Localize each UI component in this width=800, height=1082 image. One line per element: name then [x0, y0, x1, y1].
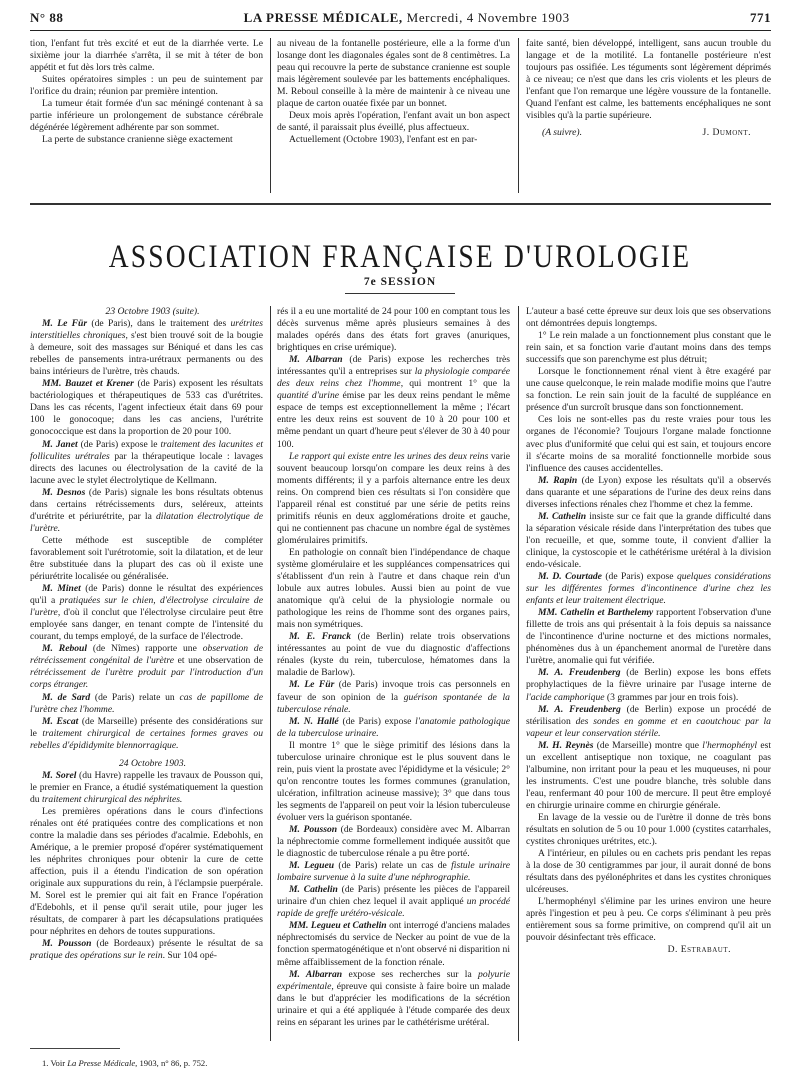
paragraph: [526, 667, 771, 703]
text: et une observation de: [174, 655, 263, 667]
speaker: M. H. Reynès: [538, 739, 594, 751]
top-column-2: [277, 38, 510, 146]
text: (de Nîmes) rapporte une: [87, 643, 203, 655]
text: (de Bordeaux) considère avec M. Albarran la néphrectomie comme formellement indiquée aussitôt que le diagnostic de tuberculose rénale a pu être porté.: [277, 824, 510, 860]
speaker: M. Le Für: [289, 679, 335, 691]
paragraph: Deux mois après l'opération, l'enfant avait un bon aspect de santé, il paraissait plus éveillé, plus affectueux.: [277, 110, 510, 134]
speaker: M. Minet: [42, 583, 81, 595]
section-separator: [30, 203, 771, 205]
column-divider: [270, 306, 271, 1041]
section-title: ASSOCIATION FRANÇAISE D'UROLOGIE: [108, 236, 692, 274]
speaker: M. Le Für: [42, 318, 88, 330]
article-end: [526, 127, 771, 139]
footnote-rule: [30, 1048, 120, 1049]
text: (de Berlin) relate trois observations intéressantes au point de vue du diagnostic d'affections rénales (kyste du rein, tuberculose, hématomes dans la maladie de Barlow).: [277, 631, 510, 679]
topic: quelques considérations sur les différentes formes d'incontinence d'urine chez les enfants et leur traitement électrique.: [526, 571, 771, 607]
session-date: 23 Octobre 1903 (suite).: [105, 306, 200, 317]
text: (de Berlin) expose les bons effets prophylactiques de la fièvre urinaire par l'usage interne de: [526, 667, 771, 691]
speaker: M. D. Courtade: [538, 571, 602, 583]
topic: pratiquées sur le chien, d'électrolyse circulaire de l'urètre: [30, 595, 263, 619]
text: (de Lyon) expose les résultats qu'il a observés dans quarante et une séparations de l'urine des deux reins dans diverses infections rénales chez l'homme et chez la femme.: [526, 474, 771, 510]
speaker: M. N. Hallé: [289, 715, 339, 727]
topic: observation de rétrécissement congénital de l'urètre: [30, 643, 263, 667]
text: par la thérapeutique locale : lavages directs des lacunes ou électrolysation de la cavité de la lacune avec le stylet électrolytique de Kellmann.: [30, 450, 263, 486]
paragraph: Il montre 1° que le siège primitif des lésions dans la tuberculose urinaire chronique est le plus souvent dans le rein, puis vient la prostate avec l'épididyme et la vésicule; 2° qu'on rencontre toutes les formes communes (granulation, ulcération, infiltration acineuse massive); 3° que dans tous les segments de l'appareil on peut voir la lésion tuberculeuse évoluer vers la guérison spontanée.: [277, 739, 510, 823]
topic: guérison spontanée de la tuberculose rénale.: [277, 691, 510, 715]
paragraph: [277, 716, 510, 740]
to-be-continued: (A suivre).: [542, 127, 582, 139]
running-header: [30, 6, 771, 31]
paragraph: [277, 969, 510, 1029]
paragraph: [30, 583, 263, 643]
text: , épreuve qui consiste à faire boire un malade dans le but d'apprécier les modifications de la sécrétion urinaire et qui a été appliquée à l'étude comparée des deux reins en séparant les urines par le cathétérisme urétéral.: [277, 980, 510, 1028]
paragraph: [526, 740, 771, 812]
text: . Sur 104 opé-: [162, 950, 217, 962]
topic: Le rapport qui existe entre les urines des deux reins: [289, 450, 489, 462]
paragraph: Lorsque le fonctionnement rénal vient à être exagéré par une cause quelconque, le rein malade modifie moins que l'autre sa fonction. Le rein sain jouit de la faculté de suppléance en présence d'un surcroît brusque dans son fonctionnement.: [526, 366, 771, 414]
topic: rétrécissement de l'urètre produit par l'introduction d'un corps étranger.: [30, 667, 263, 691]
topic: l'acide camphorique: [526, 691, 605, 703]
column-divider: [518, 306, 519, 1041]
paragraph: tion, l'enfant fut très excité et eut de la diarrhée verte. Le sixième jour la diarrhée s'arrêta, il se mit à téter de bon appétit et fut dès lors très calme.: [30, 38, 263, 74]
speaker: MM. Legueu et Cathelin: [289, 920, 387, 932]
text: (de Paris) expose les recherches très intéressantes qu'il a entreprises sur: [277, 354, 510, 378]
paragraph: Les premières opérations dans le cours d'infections rénales ont été pratiquées contre des complications et non contre la maladie dans ses périodes d'acalmie. Edebohls, en Amérique, a le premier proposé d'opérer systématiquement les néphrites chroniques pour obtenir la cure de cette affection, puis il a étendu l'indication de son opération originale aux suppurations du rein, à l'éclampsie puerpérale. M. Sorel est le premier qui ait fait en France l'opération d'Edebohls, et il pense qu'il serait utile, pour juger les résultats, de comparer à part les décapsulations pratiquées pour néphrites en dehors de toutes suppurations.: [30, 805, 263, 938]
text: (de Paris) expose: [601, 571, 677, 583]
paragraph: A l'intérieur, en pilules ou en cachets pris pendant les repas à la dose de 30 centigrammes par jour, il aurait donné de bons résultats dans des pyélonéphrites et dans les cystites chroniques ulcéreuses.: [526, 848, 771, 896]
paragraph: rés il a eu une mortalité de 24 pour 100 en comptant tous les décès survenus même après plusieurs semaines à des malades opérés dans des états fort graves (anuriques, brightiques en crise urémique).: [277, 306, 510, 354]
text: (de Paris) expose le: [77, 438, 161, 450]
paragraph: [526, 607, 771, 667]
speaker: M. Janet: [42, 438, 78, 450]
topic: dilatation électrolytique de l'urètre.: [30, 510, 263, 534]
text: (de Paris) présente les pièces de l'appareil urinaire d'un chien chez lequel il avait appliqué: [277, 884, 511, 908]
paragraph: [277, 824, 510, 860]
session-date: 24 Octobre 1903.: [118, 757, 187, 769]
paragraph: [277, 679, 510, 715]
paragraph: [526, 511, 771, 571]
paragraph: [277, 884, 510, 920]
paragraph: 1° Le rein malade a un fonctionnement plus constant que le rein sain, et sa fonction varie d'autant moins dans des temps successifs que son parenchyme est plus détruit;: [526, 330, 771, 366]
top-column-3: [526, 38, 771, 139]
paragraph: [526, 704, 771, 740]
speaker: M. Reboul: [42, 643, 88, 655]
paragraph: [30, 770, 263, 806]
speaker: M. Desnos: [42, 486, 86, 498]
speaker: M. Albarran: [289, 354, 343, 366]
main-column-2: [277, 306, 510, 1029]
paragraph: En pathologie on connaît bien l'indépendance de chaque système glomérulaire et les suppléances compensatrices qui s'établissent d'un rein à l'autre et dans chaque rein d'un lobule aux autres lobules. Aussi bien au point de vue anatomique qu'à celui de la physiologie normale ou pathologique les reins de l'homme sont des organes pairs, mais non symétriques.: [277, 546, 510, 631]
speaker: M. Sorel: [42, 769, 77, 781]
paragraph: [526, 475, 771, 511]
text: (du Havre) rappelle les travaux de Pousson qui, le premier en France, a étudié systématiquement la question du: [30, 769, 263, 805]
title-underline: [345, 293, 455, 294]
speaker: M. Albarran: [289, 968, 343, 980]
topic: la physiologie comparée des deux reins chez l'homme: [277, 366, 510, 390]
speaker: M. Cathelin: [289, 884, 338, 896]
paragraph: [30, 378, 263, 438]
main-column-3: [526, 306, 771, 957]
topic: l'anatomie pathologique de la tuberculose urinaire.: [277, 715, 511, 739]
speaker: M. A. Freudenberg: [538, 703, 621, 715]
topic: urétrites interstitielles chroniques: [30, 318, 263, 342]
topic: l'hermophényl: [702, 739, 758, 751]
issue-date: Mercredi, 4 Novembre 1903: [406, 10, 570, 25]
paragraph: [30, 487, 263, 535]
speaker: M. E. Franck: [289, 631, 352, 643]
text: , d'où il conclut que l'électrolyse circulaire peut être employée sans danger, en tenant compte de l'intensité du courant, du temps employé, de la surface de l'électrode.: [30, 607, 263, 643]
text: rapportent l'observation d'une fillette de trois ans qui présentait à la fois depuis sa naissance de l'incontinence d'urine nocturne et des mictions normales, phénomènes dus à un épanchement anormal de l'uretère dans l'urètre, anomalie qui fut vérifiée.: [526, 607, 771, 667]
speaker: M. Rapin: [538, 474, 578, 486]
footnote: [42, 1058, 207, 1068]
column-divider: [270, 38, 271, 193]
text: (de Marseille) montre que: [593, 739, 703, 751]
text: (de Paris) relate un: [90, 691, 180, 703]
paragraph: En lavage de la vessie ou de l'urètre il donne de très bons résultats en solution de 5 ou 10 pour 1.000 (cystites catarrhales, cystites chroniques urétrites, etc.).: [526, 811, 771, 848]
topic: polyurie expérimentale: [277, 968, 510, 992]
journal-name: LA PRESSE MÉDICALE,: [243, 10, 403, 25]
paragraph: [526, 571, 771, 607]
paragraph: [277, 920, 510, 968]
text: (de Marseille) présente des considérations sur le: [30, 715, 263, 739]
text: (de Paris) invoque trois cas personnels en faveur de son opinion de la: [277, 679, 510, 703]
topic: fistule urinaire lombaire survenue à la suite d'une néphrographie.: [277, 860, 510, 884]
paragraph: [277, 860, 510, 884]
speaker: MM. Bauzet et Krener: [42, 378, 134, 390]
journal-title: [244, 10, 570, 26]
footnote-journal: La Presse Médicale: [67, 1058, 136, 1068]
footnote-text: 1. Voir: [42, 1058, 68, 1068]
topic: un procédé rapide de greffe urétéro-vésicale.: [277, 896, 510, 920]
speaker: M. Pousson: [42, 938, 92, 950]
text: (de Paris) exposent les résultats bactériologiques et thérapeutiques de 533 cas d'urétrites. Dans les cas récents, l'agent infectieux était dans 69 pour 100 le gonocoque; dans les cas anciens, l'urétrite gonococcique est dans la proportion de 20 pour 100.: [30, 378, 263, 438]
page-number: 771: [749, 10, 771, 25]
text: (de Paris) expose: [338, 715, 416, 727]
paragraph: La tumeur était formée d'un sac méningé contenant à sa partie inférieure un prolongement de substance cérébrale dégénérée légèrement adhérente par son sommet.: [30, 98, 263, 134]
text: émise par les deux reins pendant le même espace de temps est exceptionnellement la même ; l'écart entre les deux reins est souvent de 10 à 20 pour 100 et même pendant un quart d'heure peut s'élever de 30 à 40 pour 100.: [277, 390, 510, 450]
topic: des sondes en gomme et en caoutchouc par la vapeur et leur conservation stérile.: [526, 715, 771, 739]
text: (de Berlin) expose un procédé de stérilisation: [526, 703, 772, 727]
speaker: M. Cathelin: [538, 510, 587, 522]
speaker: M. de Sard: [42, 691, 91, 703]
session-heading: 7e SESSION: [363, 276, 437, 288]
text: insiste sur ce fait que la grande difficulté dans la séparation vésicale réside dans l'interprétation des tubes que l'on recueille, et que, somme toute, il convient d'allier la clinique, la cystoscopie et le cathétérisme urétéral à la division endo-vésicale.: [526, 510, 771, 570]
topic: pratique des opérations sur le rein: [30, 950, 163, 962]
paragraph: L'hermophényl s'élimine par les urines environ une heure après l'ingestion et peu à peu. Ce corps s'éliminant à peu près entièrement sous sa forme primitive, on comprend qu'il ait un pouvoir désinfectant très efficace.: [526, 896, 771, 944]
paragraph: Cette méthode est susceptible de compléter favorablement soit l'urétrotomie, soit la dilatation, et de leur être substituée dans la plupart des cas où il existe une périurétrite localisée ou généralisée.: [30, 534, 263, 583]
speaker: MM. Cathelin et Barthelemy: [538, 607, 654, 619]
topic: traitement chirurgical de certaines formes graves ou rebelles d'épididymite blennorragique.: [30, 727, 263, 751]
paragraph: au niveau de la fontanelle postérieure, elle a la forme d'un losange dont les diagonales égales sont de 8 centimètres. La peau qui recouvre la perte de substance cranienne est souple mais légèrement soulevée par les battements encéphaliques. M. Reboul conseille à la mère de maintenir à ce niveau une plaque de carton ouatée fixée par un bonnet.: [277, 38, 510, 110]
speaker: M. Legueu: [289, 860, 335, 872]
text: expose ses recherches sur la: [342, 968, 479, 980]
paragraph: [30, 439, 263, 487]
author-signature: D. Estrabaut.: [667, 944, 731, 956]
footnote-text: , 1903, n° 86, p. 752.: [135, 1058, 208, 1068]
main-column-1: [30, 306, 263, 963]
text: , qui montrent 1° que la: [400, 378, 510, 390]
paragraph: L'auteur a basé cette épreuve sur deux lois que ses observations ont démontrées depuis longtemps.: [526, 306, 771, 330]
topic: cas de papillome de l'urètre chez l'homme.: [30, 691, 263, 715]
topic: traitement des lacunites et folliculites urétrales: [30, 438, 263, 462]
author-signature: J. Dumont.: [702, 127, 751, 139]
paragraph: Ces lois ne sont-elles pas du reste vraies pour tous les organes de l'économie? Toujours l'organe malade fonctionne avec plus d'uniformité que celui qui est sain, et toujours encore il s'écarte moins de sa moralité fonctionnelle morbide sous l'influence des causes accidentelles.: [526, 414, 771, 474]
column-divider: [518, 38, 519, 193]
text: (3 grammes par jour en trois fois).: [604, 691, 739, 703]
text: ont interrogé d'anciens malades néphrectomisés du service de Necker au point de vue de la fonction spermatogénétique et n'ont observé ni disparition ni même affaiblissement de la fonction rénale.: [277, 920, 510, 968]
text: (de Bordeaux) présente le résultat de sa: [91, 938, 263, 950]
issue-number: N° 88: [30, 10, 64, 25]
top-column-1: [30, 38, 263, 146]
paragraph: [30, 643, 263, 691]
topic: quantité d'urine: [277, 390, 339, 402]
paragraph: faite santé, bien développé, intelligent, sans aucun trouble du langage et de la motilité. La fontanelle postérieure n'est toujours pas ossifiée. Les téguments sont légèrement déprimés à ce niveau; ce n'est que dans les cris violents et les pleurs de l'enfant que l'on remarque une légère voussure de la fontanelle. Quand l'enfant est calme, les battements encéphaliques ne sont visibles qu'à la partie supérieure.: [526, 38, 771, 122]
paragraph: [30, 938, 263, 962]
paragraph: [277, 451, 510, 547]
text: (de Paris) donne le résultat des expériences qu'il a: [30, 583, 263, 607]
text: , s'est bien trouvé soit de la bougie à demeure, soit des massages sur Béniqué et dans les cas rebelles de pansements intra-urétraux permanents ou des bains intérieurs de l'urètre, très chauds.: [30, 330, 263, 378]
text: (de Paris) signale les bons résultats obtenus dans certains rétrécissements durs, seléreux, atteints d'urétrite et périurétrite, par la: [30, 486, 263, 522]
text: (de Paris) relate un cas de: [334, 860, 452, 872]
speaker: M. Escat: [42, 715, 79, 727]
paragraph: Suites opératoires simples : un peu de suintement par l'orifice du drain; réunion par première intention.: [30, 74, 263, 98]
text: (de Paris), dans le traitement des: [87, 318, 231, 330]
paragraph: [277, 631, 510, 679]
text: est un excellent antiseptique non toxique, ne coagulant pas l'albumine, non irritant pour la peau et les muqueuses, ni pour les instruments. C'est une poudre blanche, très soluble dans l'eau, renfermant 40 pour 100 de mercure. Il peut être employé en chirurgie urinaire comme en chirurgie générale.: [526, 739, 771, 811]
paragraph: [30, 716, 263, 752]
paragraph: [277, 354, 510, 450]
paragraph: [30, 692, 263, 716]
topic: traitement chirurgical des néphrites.: [42, 793, 183, 805]
paragraph: Actuellement (Octobre 1903), l'enfant est en par-: [289, 134, 478, 146]
text: varie souvent beaucoup lorsqu'on compare les deux reins à des moments différents; il y a parfois alternance entre les deux reins. On comprend bien ces résultats si l'on considère que l'appareil rénal est constitué par une série de petits reins primitifs réunis en deux agglomérations droite et gauche, qui ne contiennent pas chacune un nombre égal de systèmes glomérulaires primitifs.: [277, 450, 510, 546]
paragraph: [30, 318, 263, 378]
speaker: M. A. Freudenberg: [538, 667, 621, 679]
speaker: M. Pousson: [289, 824, 338, 836]
paragraph: La perte de substance cranienne siège exactement: [42, 134, 233, 146]
